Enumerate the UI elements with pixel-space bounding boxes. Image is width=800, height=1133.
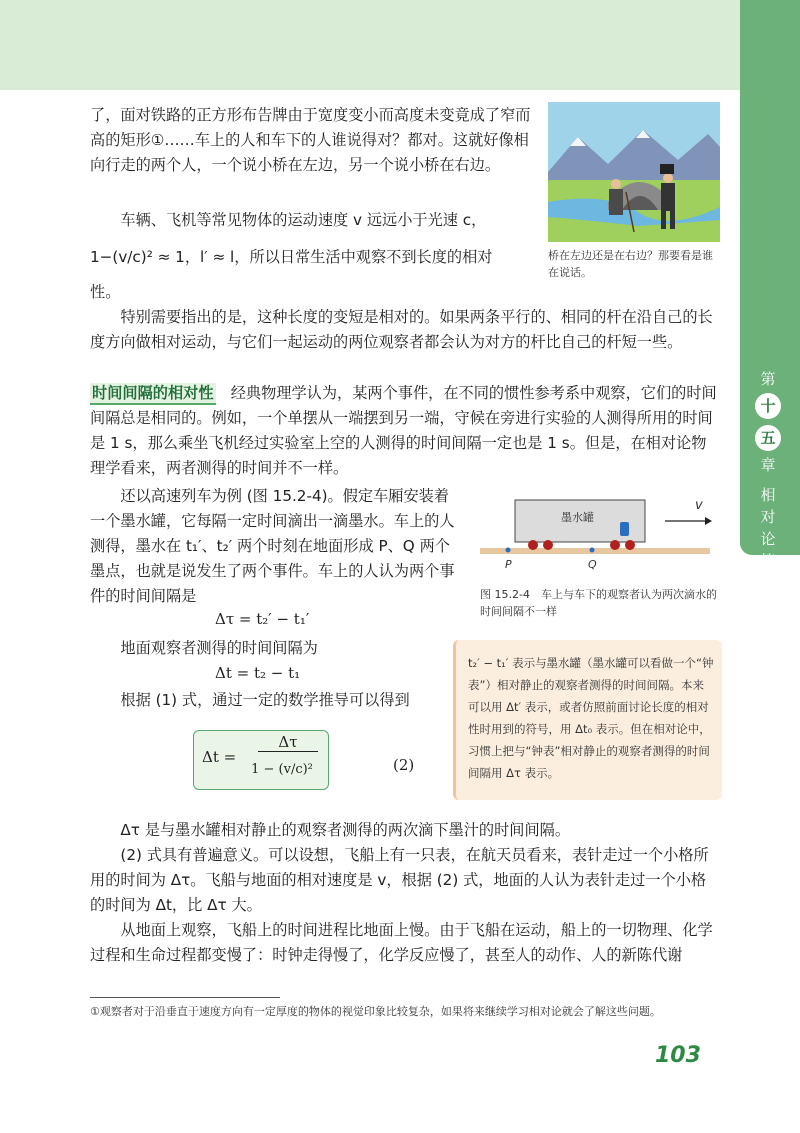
chapter-num-2: 五 [755,425,781,451]
chapter-num-1: 十 [755,393,781,419]
point-q-label: Q [588,558,597,571]
equation-1: Δτ = t₂′ − t₁′ [215,610,310,628]
ink-tank-label: 墨水罐 [561,511,594,524]
equation-2: Δt = t₂ − t₁ [215,664,301,682]
note-text: t₂′ − t₁′ 表示与墨水罐（墨水罐可以看做一个“钟表”）相对静止的观察者测得的时间间隔。本来可以用 Δt′ 表示，或者仿照前面讨论长度的相对性时用到的符号，用 Δt₀ 表示。但在相对论中，习惯上把与“钟表”相对静止的观察者测得的时间间隔用 Δτ 表示。 [468,656,714,780]
paragraph-8: Δτ 是与墨水罐相对静止的观察者测得的两次滴下墨汁的时间间隔。 [120,821,571,839]
paragraph-4-text: 经典物理学认为，某两个事件，在不同的惯性参考系中观察，它们的时间间隔总是相同的。例如，一个单摆从一端摆到另一端，守候在旁进行实验的人测得所用的时间是 1 s，那么乘坐飞机经过实验室上空的人测得的时间间隔一定也是 1 s。但是，在相对论物理学看来，两者测得的时间并不一样。 [90,384,717,477]
paragraph-5: 还以高速列车为例 (图 15.2-4)。假定车厢安装着一个墨水罐，它每隔一定时间滴出一滴墨水。车上的人测得，墨水在 t₁′、t₂′ 两个时刻在地面形成 P、Q 两个墨点，也就是说发生了两个事件。车上的人认为两个事件的时间间隔是 [90,487,455,605]
footnote: ①观察者对于沿垂直于速度方向有一定厚度的物体的视觉印象比较复杂，如果将来继续学习相对论就会了解这些问题。 [90,1005,661,1018]
bridge-caption: 桥在左边还是在右边？那要看是谁在说话。 [548,249,713,279]
paragraph-6: 地面观察者测得的时间间隔为 [120,639,318,657]
equation-3-numerator: Δτ [258,733,318,752]
chapter-title-5: 介 [760,574,776,592]
paragraph-2c: 性。 [90,283,121,301]
chapter-title-4: 简 [760,552,776,570]
paragraph-1: 了，面对铁路的正方形布告牌由于宽度变小而高度未变竟成了窄而高的矩形①……车上的人和车下的人谁说得对？都对。这就好像相向行走的两个人，一个说小桥在左边，另一个说小桥在右边。 [90,106,531,174]
paragraph-7: 根据 (1) 式，通过一定的数学推导可以得到 [120,691,410,709]
section-title: 时间间隔的相对性 [90,383,216,405]
chapter-title-2: 对 [760,508,776,526]
equation-3-lhs: Δt = [202,748,237,766]
paragraph-9: (2) 式具有普遍意义。可以设想，飞船上有一只表，在航天员看来，表针走过一个小格所用的时间为 Δτ。飞船与地面的相对速度是 v，根据 (2) 式，地面的人认为表针走过一个小格的时间为 Δt，比 Δτ 大。 [90,846,709,914]
paragraph-2b: 1−(v/c)² ≈ 1，l′ ≈ l，所以日常生活中观察不到长度的相对 [90,248,493,266]
footnote-rule [90,997,280,998]
page-number: 103 [655,1043,701,1068]
train-caption: 图 15.2-4 车上与车下的观察者认为两次滴水的时间间隔不一样 [480,588,717,618]
paragraph-10: 从地面上观察，飞船上的时间进程比地面上慢。由于飞船在运动，船上的一切物理、化学过程和生命过程都变慢了：时钟走得慢了，化学反应慢了，甚至人的动作、人的新陈代谢 [90,921,713,964]
paragraph-3: 特别需要指出的是，这种长度的变短是相对的。如果两条平行的、相同的杆在沿自己的长度方向做相对运动，与它们一起运动的两位观察者都会认为对方的杆比自己的杆短一些。 [90,308,713,351]
train-diagram [480,490,720,575]
chapter-title-3: 论 [760,530,776,548]
header-band [0,0,740,90]
chapter-di: 第 [760,370,776,388]
chapter-tab-text [752,368,784,594]
chapter-zhang: 章 [760,456,776,474]
bridge-illustration [548,102,720,242]
paragraph-4 [90,381,720,481]
velocity-label: v [695,498,703,513]
equation-3-denominator: 1 − (v/c)² [251,762,313,777]
equation-3-tag: (2) [393,756,415,774]
chapter-title-1: 相 [760,486,776,504]
paragraph-2a: 车辆、飞机等常见物体的运动速度 v 远远小于光速 c， [120,211,487,229]
point-p-label: P [505,558,512,571]
